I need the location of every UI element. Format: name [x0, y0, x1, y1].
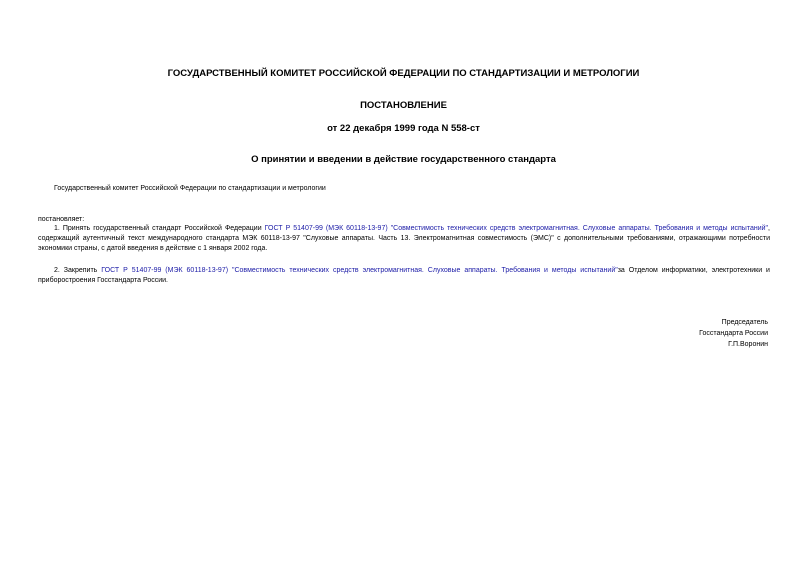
paragraph-1 [38, 224, 770, 254]
paragraph-1-lead: 1. Принять государственный стандарт Российской Федерации [54, 225, 265, 232]
gost-link-1[interactable]: ГОСТ Р 51407-99 (МЭК 60118-13-97) "Совместимость технических средств электромагнитная. Слуховые аппараты. Требования и методы испытаний" [264, 225, 769, 232]
subject-heading: О принятии и введении в действие государственного стандарта [251, 154, 556, 165]
signature-name: Г.П.Воронин [728, 341, 768, 348]
document-type-heading: ПОСТАНОВЛЕНИЕ [360, 100, 447, 111]
intro-text: Государственный комитет Российской Федерации по стандартизации и метрологии [54, 185, 326, 192]
decree-text: постановляет: [38, 216, 85, 223]
date-number-heading: от 22 декабря 1999 года N 558-ст [327, 123, 480, 134]
signature-block [699, 317, 768, 350]
paragraph-2-lead: 2. Закрепить [54, 267, 102, 274]
signature-org: Госстандарта России [699, 330, 768, 337]
signature-title: Председатель [721, 319, 768, 326]
paragraph-2 [38, 266, 770, 286]
committee-heading: ГОСУДАРСТВЕННЫЙ КОМИТЕТ РОССИЙСКОЙ ФЕДЕРАЦИИ ПО СТАНДАРТИЗАЦИИ И МЕТРОЛОГИИ [167, 68, 640, 79]
gost-link-2[interactable]: ГОСТ Р 51407-99 (МЭК 60118-13-97) "Совместимость технических средств электромагнитная. Слуховые аппараты. Требования и методы испытаний" [101, 267, 618, 274]
paragraph-1-rest: , содержащий аутентичный текст международного стандарта МЭК 60118-13-97 "Слуховые аппараты. Часть 13. Электромагнитная совместимость (ЭМС)" с дополнительными требованиями, отражающими потребности экономики страны, с датой введения в действие с 1 января 2002 года. [38, 225, 770, 252]
paragraph-2-rest: за Отделом информатики, электротехники и приборостроения Госстандарта России. [38, 267, 770, 284]
